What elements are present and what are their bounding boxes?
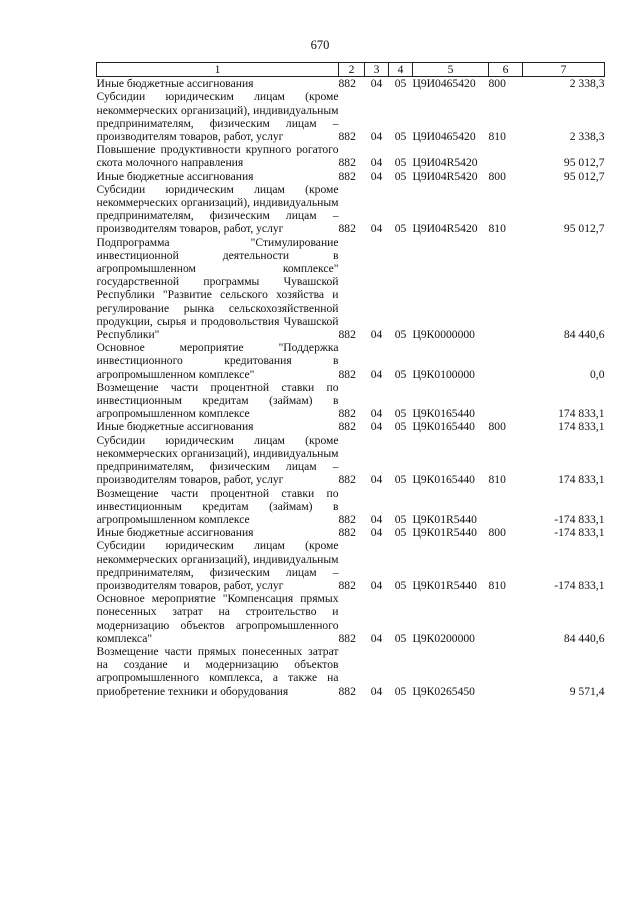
expense-type-cell: 800 (488, 77, 506, 91)
ministry-code-cell: 882 (338, 222, 356, 236)
expense-type-cell: 800 (488, 169, 506, 183)
table-row (97, 539, 605, 592)
expense-type-cell: 800 (488, 526, 506, 540)
amount-cell: 84 440,6 (563, 631, 605, 645)
row-name-cell: Основное мероприятие "Компенсация прямых понесенных затрат на строительство и модернизацию объектов агропромышленного комплекса" (96, 592, 339, 645)
row-name-cell: Возмещение части процентной ставки по инвестиционным кредитам (займам) в агропромышленном комплексе (96, 380, 339, 421)
target-article-cell: Ц9И0465420 (412, 130, 476, 144)
expense-type-cell: 810 (488, 222, 506, 236)
amount-cell: 2 338,3 (569, 77, 605, 91)
target-article-cell: Ц9К01R5440 (412, 526, 477, 540)
section-cell: 04 (370, 222, 383, 236)
row-name-cell: Иные бюджетные ассигнования (96, 420, 254, 434)
ministry-code-cell: 882 (338, 526, 356, 540)
row-name-cell: Субсидии юридическим лицам (кроме некоммерческих организаций), индивидуальным предпринимателям, физическим лицам – производителям товаров, работ, услуг (96, 182, 339, 236)
table-row (97, 487, 605, 527)
amount-cell: 174 833,1 (558, 420, 605, 434)
ministry-code-cell: 882 (338, 684, 356, 698)
section-cell: 04 (370, 130, 383, 144)
section-cell: 04 (370, 420, 383, 434)
ministry-code-cell: 882 (338, 130, 356, 144)
section-cell: 04 (370, 473, 383, 487)
table-row (97, 236, 605, 342)
target-article-cell: Ц9К0100000 (412, 367, 475, 381)
subsection-cell: 05 (394, 631, 407, 645)
ministry-code-cell: 882 (338, 631, 356, 645)
table-row (97, 170, 605, 183)
ministry-code-cell: 882 (338, 156, 356, 170)
subsection-cell: 05 (394, 526, 407, 540)
row-name-cell: Субсидии юридическим лицам (кроме некоммерческих организаций), индивидуальным предпринимателям, физическим лицам – производителям товаров, работ, услуг (96, 90, 339, 144)
amount-cell: -174 833,1 (554, 526, 605, 540)
expense-type-cell: 810 (488, 130, 506, 144)
row-name-cell: Возмещение части прямых понесенных затрат на создание и модернизацию объектов агропромышленного комплекса, а также на приобретение техники и оборудования (96, 644, 339, 698)
row-name-cell: Подпрограмма "Стимулирование инвестиционной деятельности в агропромышленном комплексе" государственной программы Чувашской Республики "Развитие сельского хозяйства и регулирование рынка сельскохозяйственной продукции, сырья и продовольствия Чувашской Республики" (96, 235, 339, 342)
section-cell: 04 (370, 631, 383, 645)
amount-cell: 2 338,3 (569, 130, 605, 144)
subsection-cell: 05 (394, 420, 407, 434)
column-header: 2 (339, 63, 365, 77)
row-name-cell: Повышение продуктивности крупного рогатого скота молочного направления (96, 143, 339, 170)
amount-cell: 0,0 (590, 367, 605, 381)
expense-type-cell (489, 381, 523, 421)
subsection-cell: 05 (394, 156, 407, 170)
expense-type-cell (489, 592, 523, 645)
section-cell: 04 (370, 77, 383, 91)
target-article-cell: Ц9К01R5440 (412, 512, 477, 526)
target-article-cell: Ц9К0200000 (412, 631, 475, 645)
table-row (97, 434, 605, 487)
amount-cell: 95 012,7 (563, 222, 605, 236)
page-number: 670 (310, 38, 330, 52)
section-cell: 04 (370, 512, 383, 526)
ministry-code-cell: 882 (338, 77, 356, 91)
amount-cell: 9 571,4 (569, 684, 605, 698)
ministry-code-cell: 882 (338, 473, 356, 487)
expense-type-cell (489, 143, 523, 169)
row-name-cell: Иные бюджетные ассигнования (96, 77, 254, 91)
table-row (97, 420, 605, 433)
target-article-cell: Ц9И04R5420 (412, 156, 478, 170)
section-cell: 04 (370, 328, 383, 342)
target-article-cell: Ц9И04R5420 (412, 169, 478, 183)
column-header: 4 (389, 63, 413, 77)
section-cell: 04 (370, 169, 383, 183)
target-article-cell: Ц9И0465420 (412, 77, 476, 91)
column-header: 5 (413, 63, 489, 77)
section-cell: 04 (370, 578, 383, 592)
table-row (97, 341, 605, 381)
target-article-cell: Ц9К0165440 (412, 420, 475, 434)
target-article-cell: Ц9К0165440 (412, 473, 475, 487)
expense-type-cell: 810 (488, 578, 506, 592)
row-name-cell: Основное мероприятие "Поддержка инвестиционного кредитования в агропромышленном комплексе" (96, 341, 339, 381)
ministry-code-cell: 882 (338, 578, 356, 592)
budget-table (96, 62, 605, 698)
subsection-cell: 05 (394, 473, 407, 487)
ministry-code-cell: 882 (338, 328, 356, 342)
target-article-cell: Ц9К0000000 (412, 328, 475, 342)
row-name-cell: Возмещение части процентной ставки по инвестиционным кредитам (займам) в агропромышленном комплексе (96, 486, 339, 526)
section-cell: 04 (370, 407, 383, 421)
subsection-cell: 05 (394, 130, 407, 144)
ministry-code-cell: 882 (338, 407, 356, 421)
table-row (97, 183, 605, 236)
subsection-cell: 05 (394, 407, 407, 421)
expense-type-cell: 800 (488, 420, 506, 434)
amount-cell: 84 440,6 (563, 328, 605, 342)
amount-cell: -174 833,1 (554, 578, 605, 592)
section-cell: 04 (370, 684, 383, 698)
expense-type-cell (489, 236, 523, 342)
expense-type-cell: 810 (488, 473, 506, 487)
row-name-cell: Иные бюджетные ассигнования (96, 169, 254, 183)
amount-cell: 95 012,7 (563, 169, 605, 183)
amount-cell: 174 833,1 (558, 473, 605, 487)
row-name-cell: Иные бюджетные ассигнования (96, 526, 254, 540)
ministry-code-cell: 882 (338, 420, 356, 434)
amount-cell: -174 833,1 (554, 512, 605, 526)
target-article-cell: Ц9К0265450 (412, 684, 475, 698)
column-header: 6 (489, 63, 523, 77)
section-cell: 04 (370, 526, 383, 540)
table-row (97, 645, 605, 698)
column-header: 3 (365, 63, 389, 77)
table-header-row (97, 63, 605, 77)
target-article-cell: Ц9К0165440 (412, 407, 475, 421)
ministry-code-cell: 882 (338, 512, 356, 526)
table-row (97, 526, 605, 539)
section-cell: 04 (370, 156, 383, 170)
target-article-cell: Ц9К01R5440 (412, 578, 477, 592)
expense-type-cell (489, 341, 523, 381)
expense-type-cell (489, 487, 523, 527)
subsection-cell: 05 (394, 578, 407, 592)
table-row (97, 592, 605, 645)
table-row (97, 143, 605, 169)
table-row (97, 381, 605, 421)
subsection-cell: 05 (394, 77, 407, 91)
subsection-cell: 05 (394, 222, 407, 236)
column-header: 1 (97, 63, 339, 77)
table-row (97, 90, 605, 143)
subsection-cell: 05 (394, 512, 407, 526)
subsection-cell: 05 (394, 169, 407, 183)
subsection-cell: 05 (394, 367, 407, 381)
subsection-cell: 05 (394, 684, 407, 698)
row-name-cell: Субсидии юридическим лицам (кроме некоммерческих организаций), индивидуальным предпринимателям, физическим лицам – производителям товаров, работ, услуг (96, 539, 339, 592)
column-header: 7 (523, 63, 605, 77)
subsection-cell: 05 (394, 328, 407, 342)
amount-cell: 174 833,1 (558, 407, 605, 421)
section-cell: 04 (370, 367, 383, 381)
amount-cell: 95 012,7 (563, 156, 605, 170)
target-article-cell: Ц9И04R5420 (412, 222, 478, 236)
row-name-cell: Субсидии юридическим лицам (кроме некоммерческих организаций), индивидуальным предпринимателям, физическим лицам – производителям товаров, работ, услуг (96, 433, 339, 487)
ministry-code-cell: 882 (338, 367, 356, 381)
ministry-code-cell: 882 (338, 169, 356, 183)
table-row (97, 77, 605, 91)
expense-type-cell (489, 645, 523, 698)
